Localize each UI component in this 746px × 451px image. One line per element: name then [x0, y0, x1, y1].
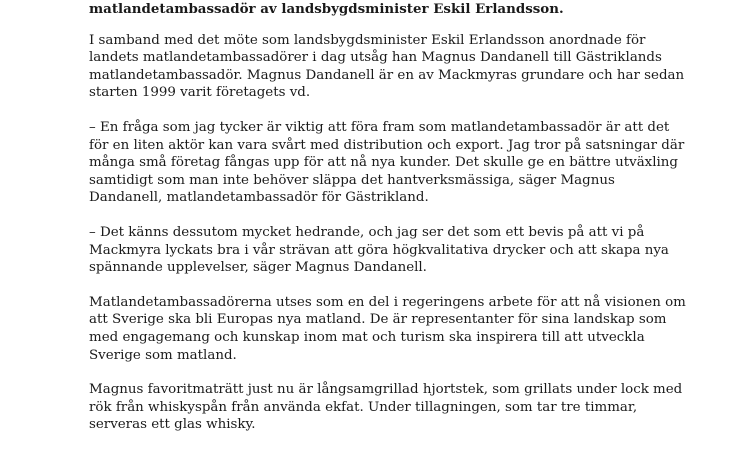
paragraph-line: rök från whiskyspån från använda ekfat. Under tillagningen, som tar tre timmar,	[89, 399, 638, 415]
document-body	[89, 1, 729, 451]
paragraph	[89, 381, 729, 434]
paragraph-line: matlandetambassadör. Magnus Dandanell är en av Mackmyras grundare och har sedan	[89, 67, 685, 83]
paragraph	[89, 119, 729, 207]
paragraph-line: Dandanell, matlandetambassadör för Gästrikland.	[89, 190, 429, 206]
paragraph-line: med engagemang och kunskap inom mat och turism ska inspirera till att utveckla	[89, 329, 645, 345]
paragraph-list	[89, 32, 729, 434]
paragraph-line: starten 1999 varit företagets vd.	[89, 85, 311, 101]
paragraph-line: – En fråga som jag tycker är viktig att föra fram som matlandetambassadör är att det	[89, 119, 670, 135]
paragraph-line: Matlandetambassadörerna utses som en del i regeringens arbete för att nå visionen om	[89, 294, 686, 310]
paragraph-line: I samband med det möte som landsbygdsminister Eskil Erlandsson anordnade för	[89, 32, 646, 48]
paragraph	[89, 224, 729, 277]
paragraph-line: samtidigt som man inte behöver släppa det hantverksmässiga, säger Magnus	[89, 172, 615, 188]
paragraph-line: för en liten aktör kan vara svårt med distribution och export. Jag tror på satsningar där	[89, 137, 685, 153]
paragraph	[89, 294, 729, 364]
paragraph-line: serveras ett glas whisky.	[89, 417, 256, 433]
lead-line: matlandetambassadör av landsbygdsminister Eskil Erlandsson.	[89, 1, 564, 17]
paragraph-line: Magnus favoritmaträtt just nu är långsamgrillad hjortstek, som grillats under lock med	[89, 382, 683, 398]
paragraph-line: spännande upplevelser, säger Magnus Dandanell.	[89, 260, 427, 276]
paragraph-line: landets matlandetambassadörer i dag utsåg han Magnus Dandanell till Gästriklands	[89, 50, 662, 66]
paragraph-line: Sverige som matland.	[89, 347, 237, 363]
paragraph-line: – Det känns dessutom mycket hedrande, och jag ser det som ett bevis på att vi på	[89, 224, 645, 240]
paragraph-line: att Sverige ska bli Europas nya matland. De är representanter för sina landskap som	[89, 312, 667, 328]
paragraph-line: Mackmyra lyckats bra i vår strävan att göra högkvalitativa drycker och att skapa nya	[89, 242, 669, 258]
paragraph-line: många små företag fångas upp för att nå nya kunder. Det skulle ge en bättre utväxling	[89, 155, 678, 171]
paragraph	[89, 32, 729, 102]
